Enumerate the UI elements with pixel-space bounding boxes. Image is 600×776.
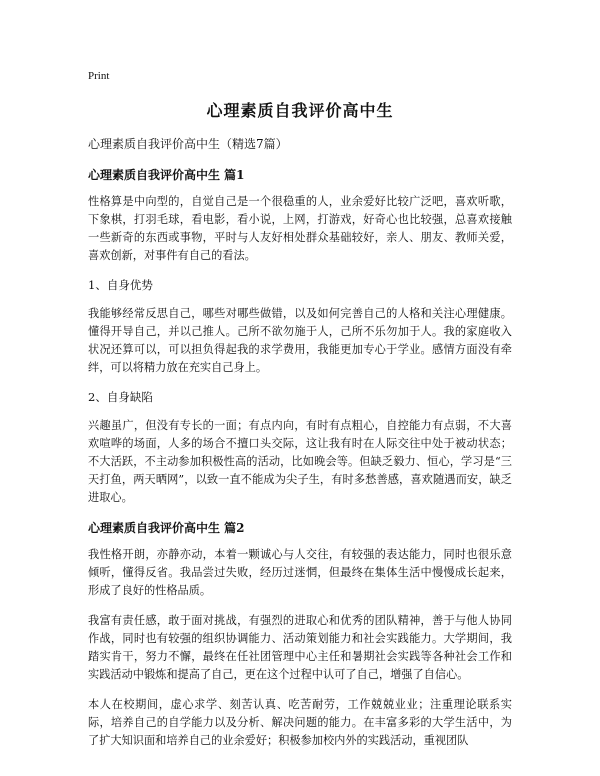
page-title: 心理素质自我评价高中生	[206, 101, 394, 120]
section-1-paragraph-2: 我能够经常反思自己，哪些对哪些做错，以及如何完善自己的人格和关注心理健康。懂得开导自己，并以己推人。己所不欲勿施于人，己所不乐勿加于人。我的家庭收入状况还算可以，可以担负得起我的求学费用，我能更加专心于学业。感情方面没有牵绊，可以将精力放在充实自己身上。	[88, 307, 512, 374]
print-label[interactable]: Print	[88, 70, 110, 82]
section-heading-2: 心理素质自我评价高中生 篇2	[88, 521, 245, 535]
document-subtitle: 心理素质自我评价高中生（精选7篇）	[88, 137, 288, 151]
section-1-subheading-weaknesses: 2、自身缺陷	[88, 390, 153, 404]
section-1-paragraph-3: 兴趣虽广，但没有专长的一面；有点内向，有时有点粗心，自控能力有点弱，不大喜欢喧哗的场面，人多的场合不擅口头交际，这让我有时在人际交往中处于被动状态；不大活跃，不主动参加积极性高的活动，比如晚会等。但缺乏毅力、恒心，学习是“三天打鱼，两天晒网”，以致一直不能成为尖子生，有时多愁善感，喜欢随遇而安，缺乏进取心。	[88, 419, 512, 504]
section-2-paragraph-3: 本人在校期间，虚心求学、刻苦认真、吃苦耐劳，工作兢兢业业；注重理论联系实际，培养自己的自学能力以及分析、解决问题的能力。在丰富多彩的大学生活中，为了扩大知识面和培养自己的业余爱好；积极参加校内外的实践活动，重视团队	[88, 698, 512, 747]
section-heading-1: 心理素质自我评价高中生 篇1	[88, 168, 245, 182]
section-2-paragraph-1: 我性格开朗，亦静亦动，本着一颗诚心与人交往，有较强的表达能力，同时也很乐意倾听，懂得反省。我品尝过失败，经历过迷惘，但最终在集体生活中慢慢成长起来，形成了良好的性格品质。	[88, 548, 512, 597]
section-2-paragraph-2: 我富有责任感，敢于面对挑战，有强烈的进取心和优秀的团队精神，善于与他人协同作战，同时也有较强的组织协调能力、活动策划能力和社会实践能力。大学期间，我踏实肯干，努力不懈，最终在任社团管理中心主任和暑期社会实践等各种社会工作和实践活动中锻炼和提高了自己，更在这个过程中认可了自己，增强了自信心。	[88, 614, 512, 681]
section-1-paragraph-1: 性格算是中向型的，自觉自己是一个很稳重的人，业余爱好比较广泛吧，喜欢听歌，下象棋，打羽毛球，看电影，看小说，上网，打游戏，好奇心也比较强，总喜欢接触一些新奇的东西或事物，平时与人友好相处群众基础较好，亲人、朋友、教师关爱，喜欢创新，对事件有自己的看法。	[88, 195, 512, 262]
section-1-subheading-strengths: 1、自身优势	[88, 278, 153, 292]
